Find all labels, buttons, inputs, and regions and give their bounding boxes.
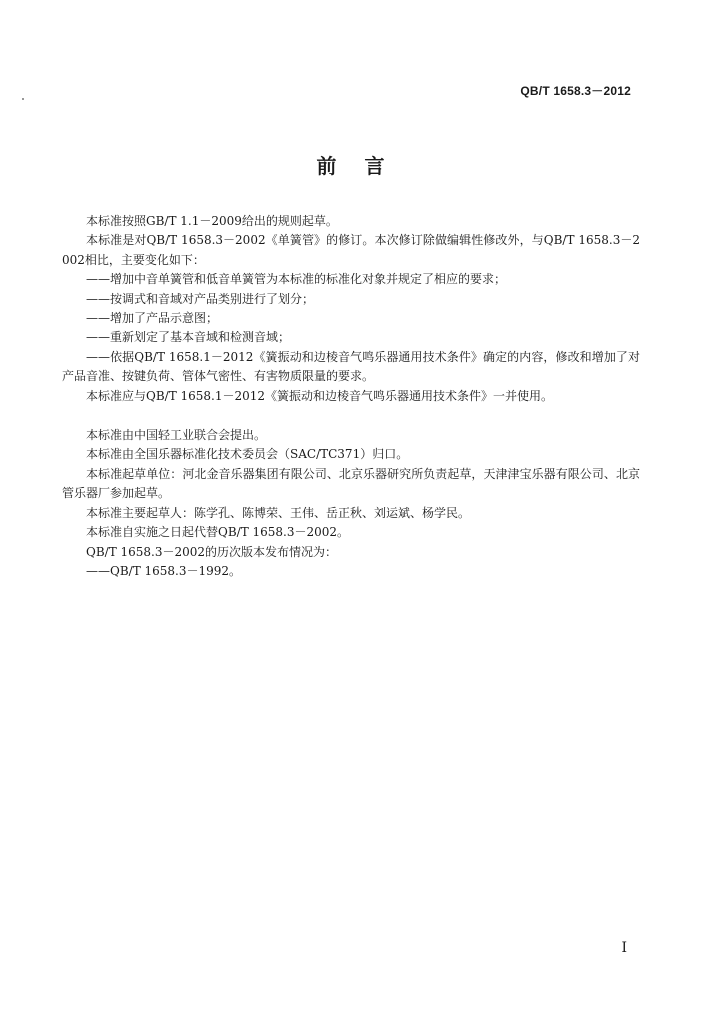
scan-speck [22,98,24,100]
list-item: ——按调式和音域对产品类别进行了划分； [86,291,315,306]
document-body [62,212,640,581]
paragraph: 本标准应与QB/T 1658.1－2012《簧振动和边棱音气鸣乐器通用技术条件》一并使用。 [86,388,554,403]
list-item: ——依据QB/T 1658.1－2012《簧振动和边棱音气鸣乐器通用技术条件》确定的内容，修改和增加了对产品音准、按键负荷、管体气密性、有害物质限量的要求。 [62,349,640,384]
list-item: ——增加了产品示意图； [86,311,219,326]
page-number: I [621,940,627,956]
paragraph: 本标准主要起草人：陈学孔、陈博荣、王伟、岳正秋、刘运斌、杨学民。 [86,505,471,520]
paragraph: QB/T 1658.3－2002的历次版本发布情况为： [86,544,338,559]
paragraph: 本标准是对QB/T 1658.3－2002《单簧管》的修订。本次修订除做编辑性修改外，与QB/T 1658.3－2002相比，主要变化如下： [62,233,640,267]
paragraph: 本标准由全国乐器标准化技术委员会（SAC/TC371）归口。 [86,447,409,462]
standard-code: QB/T 1658.3－2012 [520,84,631,98]
list-item: ——重新划定了基本音域和检测音域； [86,330,291,345]
list-item: ——QB/T 1658.3－1992。 [86,563,242,578]
paragraph: 本标准起草单位：河北金音乐器集团有限公司、北京乐器研究所负责起草，天津津宝乐器有限公司、北京管乐器厂参加起草。 [62,466,640,501]
paragraph: 本标准自实施之日起代替QB/T 1658.3－2002。 [86,525,350,540]
section-gap [62,406,640,426]
paragraph: 本标准由中国轻工业联合会提出。 [86,428,267,443]
paragraph: 本标准按照GB/T 1.1－2009给出的规则起草。 [86,214,338,228]
list-item: ——增加中音单簧管和低音单簧管为本标准的标准化对象并规定了相应的要求； [86,272,507,287]
page-title: 前言 [316,154,413,178]
